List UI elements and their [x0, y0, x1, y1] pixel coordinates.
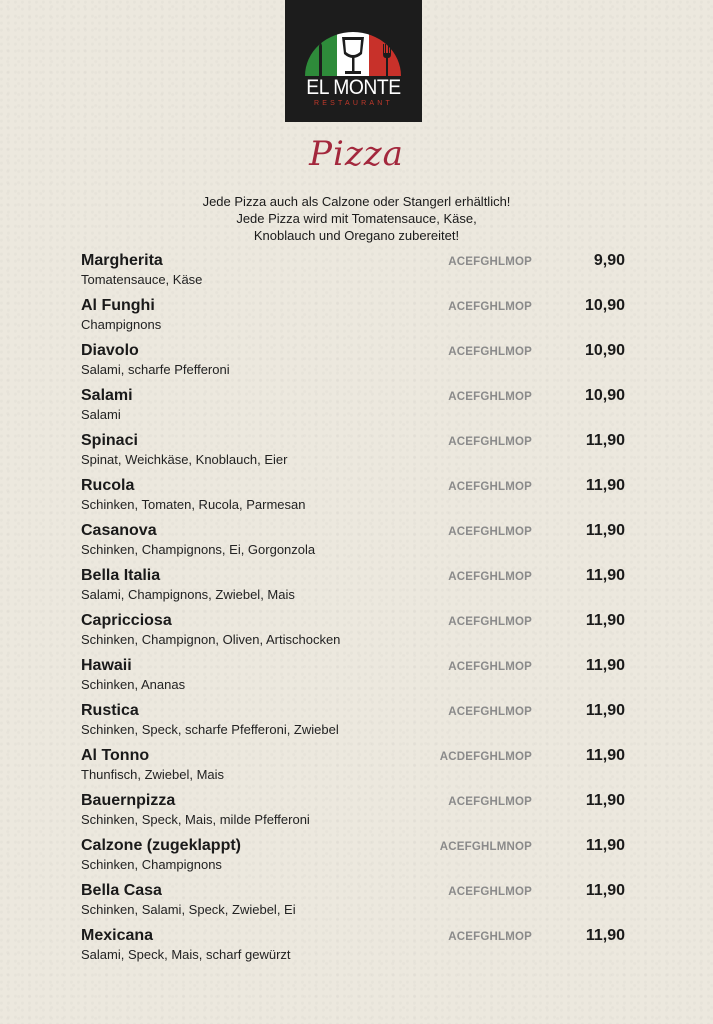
menu-item	[81, 565, 627, 610]
item-name: Hawaii	[81, 657, 132, 674]
item-description: Spinat, Weichkäse, Knoblauch, Eier	[81, 452, 288, 467]
item-description: Schinken, Champignons, Ei, Gorgonzola	[81, 542, 316, 557]
item-name: Salami	[81, 387, 133, 404]
item-description: Schinken, Tomaten, Rucola, Parmesan	[81, 497, 306, 512]
item-description: Salami, Speck, Mais, scharf gewürzt	[81, 947, 291, 962]
item-allergens: ACEFGHLMOP	[448, 706, 532, 718]
item-price: 11,90	[585, 882, 625, 899]
item-price: 11,90	[585, 702, 625, 719]
menu-item	[81, 880, 627, 925]
item-name: Calzone (zugeklappt)	[81, 837, 242, 854]
menu-item	[81, 250, 627, 295]
menu-item	[81, 745, 627, 790]
item-name: Diavolo	[81, 342, 139, 359]
menu-item	[81, 475, 627, 520]
item-price: 11,90	[585, 747, 625, 764]
intro-line: Knoblauch und Oregano zubereitet!	[253, 228, 460, 243]
item-allergens: ACEFGHLMOP	[448, 616, 532, 628]
item-name: Bauernpizza	[81, 792, 176, 809]
restaurant-logo	[285, 0, 422, 122]
menu-item	[81, 925, 627, 970]
item-allergens: ACDEFGHLMOP	[439, 751, 532, 763]
item-allergens: ACEFGHLMOP	[448, 796, 532, 808]
item-name: Rustica	[81, 702, 139, 719]
item-allergens: ACEFGHLMOP	[448, 256, 532, 268]
menu-item	[81, 385, 627, 430]
menu-list	[81, 250, 627, 970]
item-price: 9,90	[593, 252, 625, 269]
item-allergens: ACEFGHLMOP	[448, 481, 532, 493]
item-name: Mexicana	[81, 927, 154, 944]
section-title: Pizza	[309, 134, 404, 174]
item-description: Salami, Champignons, Zwiebel, Mais	[81, 587, 295, 602]
item-price: 11,90	[585, 477, 625, 494]
menu-item	[81, 700, 627, 745]
item-allergens: ACEFGHLMOP	[448, 301, 532, 313]
item-name: Casanova	[81, 522, 157, 539]
item-allergens: ACEFGHLMOP	[448, 931, 532, 943]
item-name: Spinaci	[81, 432, 138, 449]
item-description: Schinken, Champignons	[81, 857, 222, 872]
menu-item	[81, 520, 627, 565]
item-price: 11,90	[585, 792, 625, 809]
menu-item	[81, 610, 627, 655]
item-name: Al Tonno	[81, 747, 150, 764]
item-description: Schinken, Speck, Mais, milde Pfefferoni	[81, 812, 310, 827]
item-allergens: ACEFGHLMOP	[448, 436, 532, 448]
item-price: 11,90	[585, 522, 625, 539]
item-name: Bella Casa	[81, 882, 162, 899]
item-description: Tomatensauce, Käse	[81, 272, 203, 287]
item-allergens: ACEFGHLMOP	[448, 346, 532, 358]
item-price: 11,90	[585, 567, 625, 584]
item-price: 10,90	[584, 387, 625, 404]
item-price: 11,90	[585, 612, 625, 629]
item-name: Margherita	[81, 252, 163, 269]
item-allergens: ACEFGHLMOP	[448, 526, 532, 538]
item-allergens: ACEFGHLMOP	[448, 886, 532, 898]
menu-item	[81, 835, 627, 880]
item-allergens: ACEFGHLMOP	[448, 571, 532, 583]
intro-line: Jede Pizza auch als Calzone oder Stangerl erhältlich!	[202, 194, 511, 209]
menu-item	[81, 790, 627, 835]
item-description: Schinken, Champignon, Oliven, Artischocken	[81, 632, 341, 647]
intro-text	[0, 193, 713, 244]
item-price: 11,90	[585, 837, 625, 854]
item-name: Rucola	[81, 477, 135, 494]
logo-subtitle: RESTAURANT	[314, 100, 393, 107]
item-description: Schinken, Salami, Speck, Zwiebel, Ei	[81, 902, 296, 917]
item-allergens: ACEFGHLMOP	[448, 661, 532, 673]
item-description: Thunfisch, Zwiebel, Mais	[81, 767, 225, 782]
item-price: 11,90	[585, 927, 625, 944]
item-price: 10,90	[584, 297, 625, 314]
menu-item	[81, 295, 627, 340]
item-description: Salami	[81, 407, 121, 422]
item-description: Champignons	[81, 317, 162, 332]
menu-item	[81, 655, 627, 700]
menu-item	[81, 430, 627, 475]
item-price: 11,90	[585, 657, 625, 674]
item-price: 11,90	[585, 432, 625, 449]
logo-name: EL MONTE	[306, 76, 401, 99]
intro-line: Jede Pizza wird mit Tomatensauce, Käse,	[236, 211, 477, 226]
item-allergens: ACEFGHLMOP	[448, 391, 532, 403]
item-description: Salami, scharfe Pfefferoni	[81, 362, 230, 377]
item-allergens: ACEFGHLMNOP	[439, 841, 532, 853]
item-price: 10,90	[584, 342, 625, 359]
item-name: Al Funghi	[81, 297, 155, 314]
menu-item	[81, 340, 627, 385]
item-name: Bella Italia	[81, 567, 161, 584]
item-name: Capricciosa	[81, 612, 172, 629]
item-description: Schinken, Speck, scharfe Pfefferoni, Zwiebel	[81, 722, 339, 737]
item-description: Schinken, Ananas	[81, 677, 186, 692]
